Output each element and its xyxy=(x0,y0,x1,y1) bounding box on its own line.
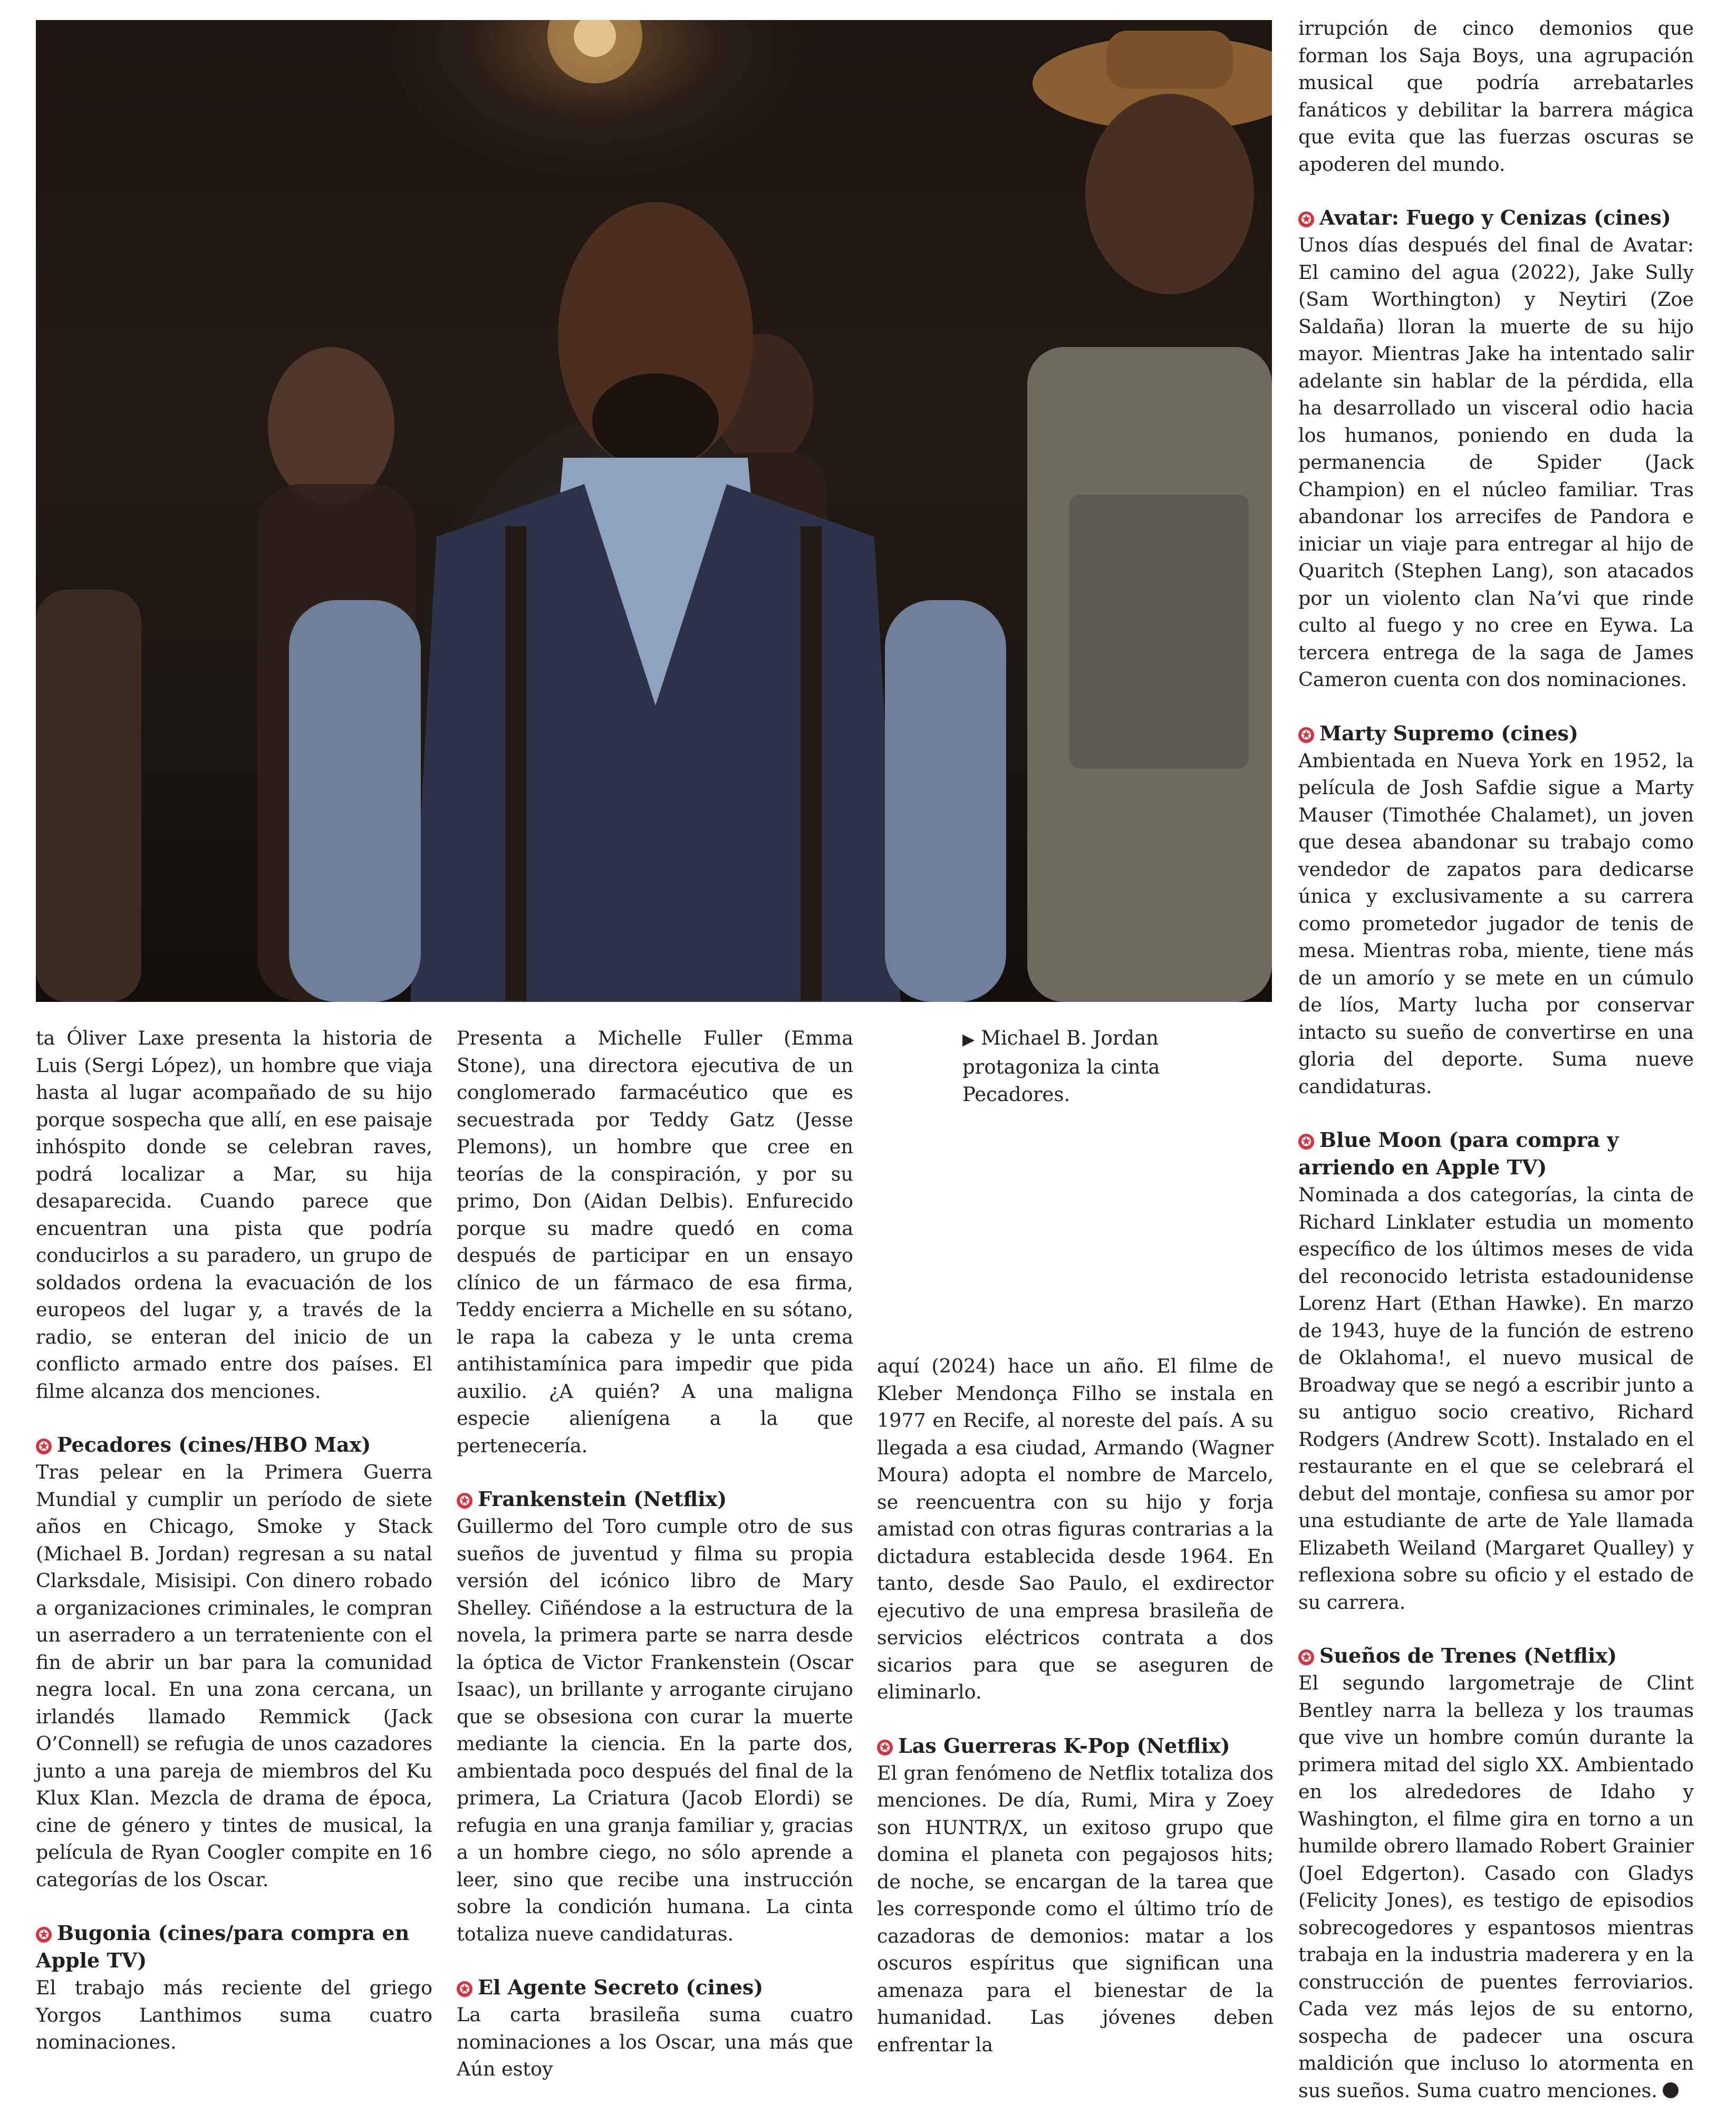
film-still-photo xyxy=(36,20,1272,1002)
bullet-icon: ✪ xyxy=(1298,1134,1314,1150)
caption-arrow-icon: ▶ xyxy=(962,1030,975,1049)
caption-text: Michael B. Jordan protagoniza la cinta Pecadores. xyxy=(962,1027,1160,1106)
bullet-icon: ✪ xyxy=(457,1493,472,1509)
end-of-article-icon xyxy=(1663,2082,1679,2098)
body-pecadores: Tras pelear en la Primera Guerra Mundial y cumplir un período de siete años en Chicago, Smoke y Stack (Michael B. Jordan) regresan a su natal Clarksdale, Misisipi. Con dinero robado a organizaciones criminales, le compran un aserradero a un terrateniente con el fin de abrir un bar para la comunidad negra local. En una zona cercana, un irlandés llamado Remmick (Jack O’Connell) se refugia de unos cazadores junto a una pareja de miembros del Ku Klux Klan. Mezcla de drama de época, cine de género y tintes de musical, la película de Ryan Coogler compite en 16 categorías de los Oscar. xyxy=(36,1461,432,1891)
bullet-icon: ✪ xyxy=(457,1981,472,1997)
photo-illustration xyxy=(36,20,1272,1002)
heading-pecadores: ✪ Pecadores (cines/HBO Max) xyxy=(36,1431,432,1459)
heading-blue-moon: ✪ Blue Moon (para compra y arriendo en Apple TV) xyxy=(1298,1128,1619,1179)
bullet-icon: ✪ xyxy=(877,1740,893,1755)
heading-marty-supremo: ✪ Marty Supremo (cines) xyxy=(1298,720,1694,747)
col4-intro: irrupción de cinco demonios que forman los Saja Boys, una agrupación musical que podría arrebatarles fanáticos y debilitar la barrera mágica que evita que las fuerzas oscuras se apoderen del mundo. xyxy=(1298,17,1694,176)
heading-el-agente-secreto: ✪ El Agente Secreto (cines) xyxy=(457,1974,853,2001)
body-marty-supremo: Ambientada en Nueva York en 1952, la película de Josh Safdie sigue a Marty Mauser (Timothée Chalamet), un joven que desea abandonar su trabajo como vendedor de zapatos para dedicarse única y exclusivamente a su carrera como prometedor jugador de tenis de mesa. Mientras roba, miente, tiene más de un amorío y se mete en un cúmulo de líos, Marty lucha por conservar intacto su sueño de convertirse en una gloria del deporte. Suma nueve candidaturas. xyxy=(1298,749,1694,1098)
col3-intro: aquí (2024) hace un año. El filme de Kleber Mendonça Filho se instala en 1977 en Recife, al noreste del país. A su llegada a esa ciudad, Armando (Wagner Moura) adopta el nombre de Marcelo, se reencuentra con su hijo y forja amistad con otras figuras contrarias a la dictadura establecida desde 1964. En tanto, desde Sao Paulo, el exdirector ejecutivo de una empresa brasileña de servicios eléctricos contrata a dos sicarios para que se aseguren de eliminarlo. xyxy=(877,1355,1274,1703)
body-suenos-de-trenes: El segundo largometraje de Clint Bentley narra la belleza y los traumas que vive un hombre común durante la primera mitad del siglo XX. Ambientado en los alrededores de Idaho y Washington, el filme gira en torno a un humilde obrero llamado Robert Grainier (Joel Edgerton). Casado con Gladys (Felicity Jones), es testigo de episodios sobrecogedores y espantosos mientras trabaja en la industria maderera y en la construcción de puentes ferroviarios. Cada vez más lejos de su entorno, sospecha de padecer una oscura maldición que incluso lo atormenta en sus sueños. Suma cuatro menciones. xyxy=(1298,1672,1694,2102)
heading-las-guerreras-kpop: ✪ Las Guerreras K-Pop (Netflix) xyxy=(877,1732,1274,1760)
body-bugonia: El trabajo más reciente del griego Yorgos Lanthimos suma cuatro nominaciones. xyxy=(36,1976,432,2053)
col1-intro: ta Óliver Laxe presenta la historia de Luis (Sergi López), un hombre que viaja hasta al lugar acompañado de su hijo porque sospecha que allí, en ese paisaje inhóspito donde se celebran raves, podrá localizar a Mar, su hija desaparecida. Cuando parece que encuentran una pista que podría conducirlos a su paradero, un grupo de soldados ordena la evacuación de los europeos del lugar y, a través de la radio, se enteran del inicio de un conflicto armado entre dos países. El filme alcanza dos menciones. xyxy=(36,1027,432,1403)
photo-caption xyxy=(962,1025,1274,1108)
column-4 xyxy=(1298,15,1694,2104)
heading-suenos-de-trenes: ✪ Sueños de Trenes (Netflix) xyxy=(1298,1642,1694,1669)
heading-frankenstein: ✪ Frankenstein (Netflix) xyxy=(457,1485,853,1513)
body-blue-moon: Nominada a dos categorías, la cinta de Richard Linklater estudia un momento específico de los últimos meses de vida del reconocido letrista estadounidense Lorenz Hart (Ethan Hawke). En marzo de 1943, huye de la función de estreno de Oklahoma!, el nuevo musical de Broadway que se negó a escribir junto a su antiguo socio creativo, Richard Rodgers (Andrew Scott). Instalado en el restaurante en el que se celebrará el debut del montaje, confiesa su amor por una estudiante de arte de Yale llamada Elizabeth Weiland (Margaret Qualley) y reflexiona sobre su oficio y el estado de su carrera. xyxy=(1298,1183,1694,1614)
body-las-guerreras-kpop: El gran fenómeno de Netflix totaliza dos menciones. De día, Rumi, Mira y Zoey son HUNTR/X, un exitoso grupo que domina el planeta con pegajosos hits; de noche, se encargan de la tarea que les corresponde como el último trío de cazadoras de demonios: matar a los oscuros espíritus que significan una amenaza para el bienestar de la humanidad. Las jóvenes deben enfrentar la xyxy=(877,1761,1274,2056)
column-1 xyxy=(36,1025,432,2056)
bullet-icon: ✪ xyxy=(36,1927,52,1943)
body-el-agente-secreto: La carta brasileña suma cuatro nominaciones a los Oscar, una más que Aún estoy xyxy=(457,2003,853,2080)
bullet-icon: ✪ xyxy=(36,1439,52,1454)
body-avatar: Unos días después del final de Avatar: El camino del agua (2022), Jake Sully (Sam Worthington) y Neytiri (Zoe Saldaña) lloran la muerte de su hijo mayor. Mientras Jake ha intentado salir adelante sin hablar de la pérdida, ella ha desarrollado un visceral odio hacia los humanos, poniendo en duda la permanencia de Spider (Jack Champion) en el núcleo familiar. Tras abandonar los arrecifes de Pandora e iniciar un viaje para entregar al hijo de Quaritch (Stephen Lang), son atacados por un violento clan Na’vi que rinde culto al fuego y no cree en Eywa. La tercera entrega de la saga de James Cameron cuenta con dos nominaciones. xyxy=(1298,234,1694,691)
body-frankenstein: Guillermo del Toro cumple otro de sus sueños de juventud y filma su propia versión del icónico libro de Mary Shelley. Ciñéndose a la estructura de la novela, la primera parte se narra desde la óptica de Victor Frankenstein (Oscar Isaac), un brillante y arrogante cirujano que se obsesiona con curar la muerte mediante la ciencia. En la parte dos, ambientada poco después del final de la primera, La Criatura (Jacob Elordi) se refugia en una granja familiar y, gracias a un hombre ciego, no sólo aprende a leer, sino que recibe una instrucción sobre la condición humana. La cinta totaliza nueve candidaturas. xyxy=(457,1515,853,1945)
col2-intro: Presenta a Michelle Fuller (Emma Stone), una directora ejecutiva de un conglomerado farmacéutico que es secuestrada por Teddy Gatz (Jesse Plemons), un hombre que cree en teorías de la conspiración, y por su primo, Don (Aidan Delbis). Enfurecido porque su madre quedó en coma después de participar en un ensayo clínico de un fármaco de esa firma, Teddy encierra a Michelle en su sótano, le rapa la cabeza y le unta crema antihistamínica para impedir que pida auxilio. ¿A quién? A una maligna especie alienígena a la que pertenecería. xyxy=(457,1027,853,1457)
bullet-icon: ✪ xyxy=(1298,1649,1314,1665)
heading-bugonia: ✪ Bugonia (cines/para compra en Apple TV) xyxy=(36,1921,410,1972)
bullet-icon: ✪ xyxy=(1298,211,1314,227)
column-3 xyxy=(877,1353,1274,2058)
bullet-icon: ✪ xyxy=(1298,727,1314,743)
column-2 xyxy=(457,1025,853,2083)
heading-avatar: ✪ Avatar: Fuego y Cenizas (cines) xyxy=(1298,204,1694,231)
